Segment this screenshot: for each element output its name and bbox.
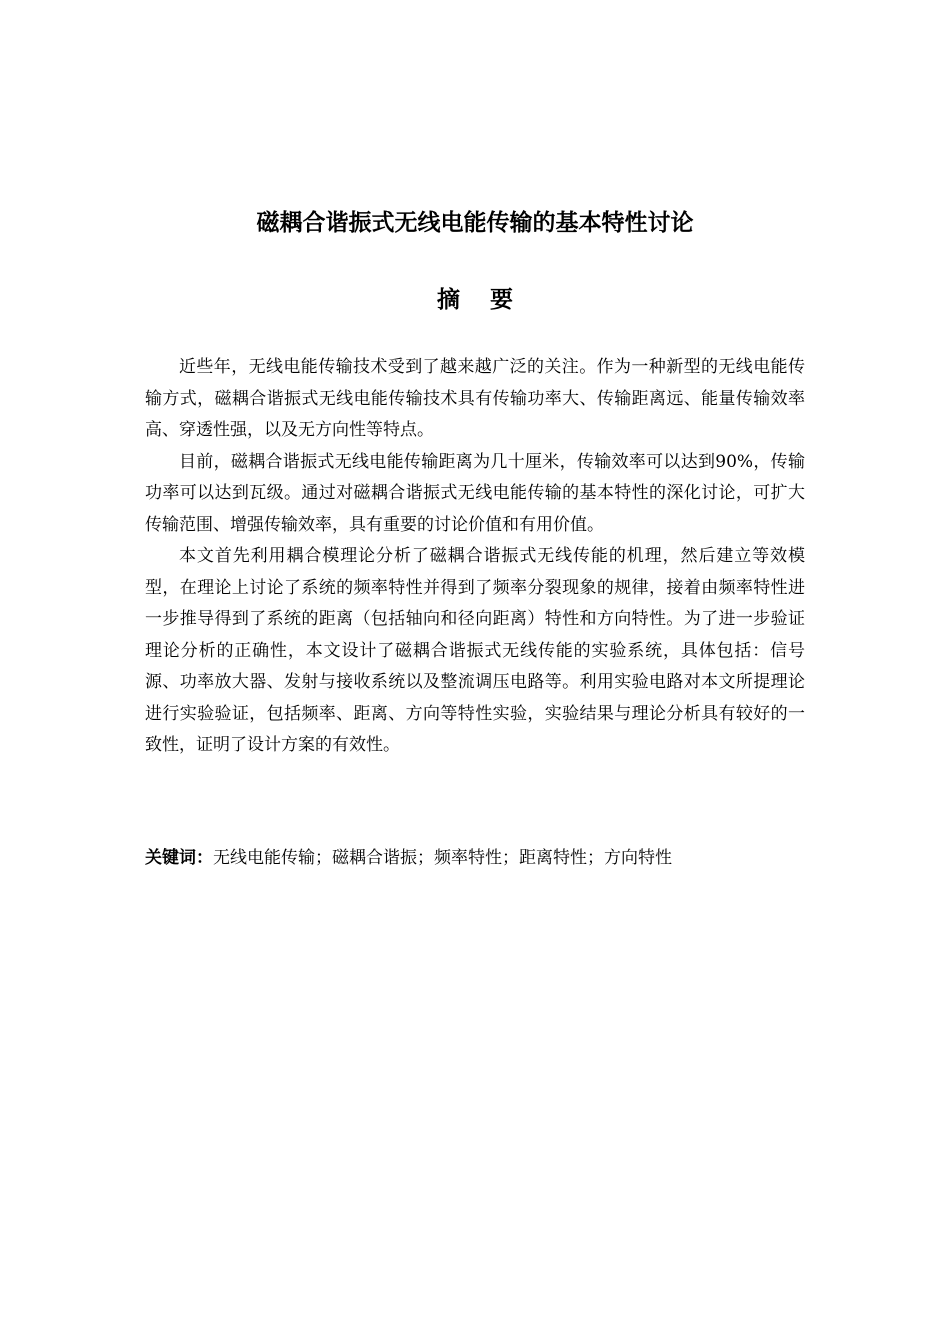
keywords-label: 关键词： [145, 848, 213, 868]
abstract-heading: 摘要 [437, 287, 543, 313]
abstract-paragraph-3: 本文首先利用耦合模理论分析了磁耦合谐振式无线传能的机理，然后建立等效模型，在理论上讨论了系统的频率特性并得到了频率分裂现象的规律，接着由频率特性进一步推导得到了系统的距离（包括轴向和径向距离）特性和方向特性。为了进一步验证理论分析的正确性，本文设计了磁耦合谐振式无线传能的实验系统，具体包括：信号源、功率放大器、发射与接收系统以及整流调压电路等。利用实验电路对本文所提理论进行实验验证，包括频率、距离、方向等特性实验，实验结果与理论分析具有较好的一致性，证明了设计方案的有效性。 [145, 546, 805, 755]
abstract-paragraph-1: 近些年，无线电能传输技术受到了越来越广泛的关注。作为一种新型的无线电能传输方式，磁耦合谐振式无线电能传输技术具有传输功率大、传输距离远、能量传输效率高、穿透性强，以及无方向性等特点。 [145, 357, 805, 440]
abstract-paragraph-2: 目前，磁耦合谐振式无线电能传输距离为几十厘米，传输效率可以达到90%，传输功率可以达到瓦级。通过对磁耦合谐振式无线电能传输的基本特性的深化讨论，可扩大传输范围、增强传输效率，具有重要的讨论价值和有用价值。 [145, 451, 805, 535]
abstract-body [145, 352, 805, 762]
paper-title: 磁耦合谐振式无线电能传输的基本特性讨论 [256, 210, 694, 236]
keywords-line [145, 843, 805, 874]
keywords-text: 无线电能传输；磁耦合谐振；频率特性；距离特性；方向特性 [213, 848, 672, 868]
